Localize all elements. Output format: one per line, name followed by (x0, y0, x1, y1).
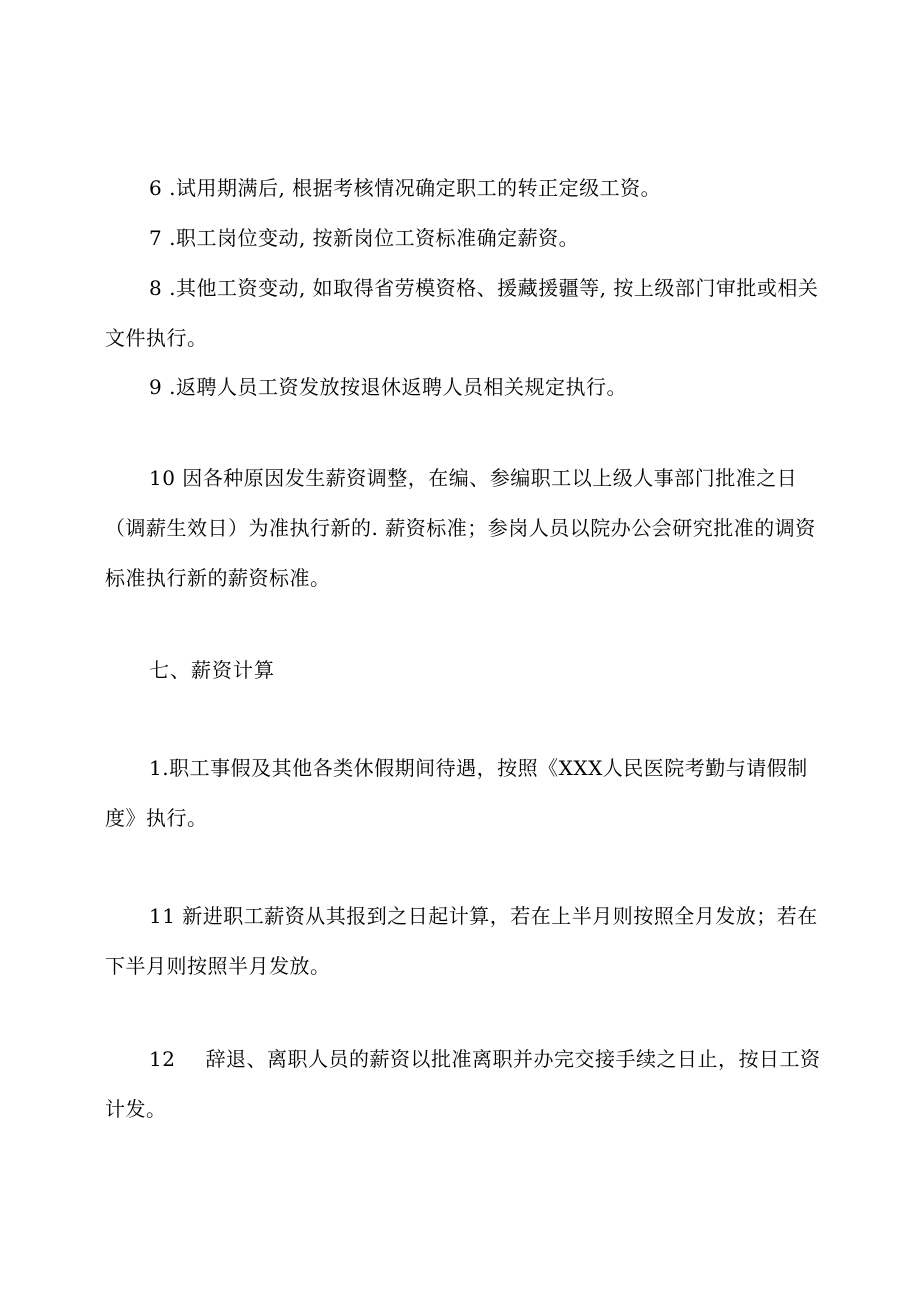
section-heading: 七、薪资计算 (149, 658, 275, 682)
item-number: 7 (149, 226, 163, 250)
item-number: 6 (149, 176, 163, 200)
item-number: 11 (149, 904, 176, 928)
paragraph-item-8 (105, 263, 835, 363)
item-text: .其他工资变动, 如取得省劳模资格、援藏援疆等, 按上级部门审批或相关文件执行。 (105, 276, 819, 350)
item-text: .试用期满后, 根据考核情况确定职工的转正定级工资。 (162, 176, 662, 200)
paragraph-item-9 (105, 362, 835, 412)
item-number: 1. (149, 756, 170, 780)
item-text: .职工岗位变动, 按新岗位工资标准确定薪资。 (162, 226, 580, 250)
paragraph-item-10 (105, 453, 835, 603)
paragraph-section-item-11 (105, 891, 835, 991)
item-number: 9 (149, 375, 163, 399)
item-number: 12 (149, 1047, 176, 1071)
item-number: 10 (149, 466, 176, 490)
item-number: 8 (149, 276, 163, 300)
paragraph-section-item-1 (105, 743, 835, 843)
item-text: .返聘人员工资发放按退休返聘人员相关规定执行。 (162, 375, 627, 399)
item-text: 因各种原因发生薪资调整，在编、参编职工以上级人事部门批准之日（调薪生效日）为准执行新的. 薪资标准；参岗人员以院办公会研究批准的调资标准执行新的薪资标准。 (105, 466, 816, 590)
item-text: 职工事假及其他各类休假期间待遇，按照《XXX人民医院考勤与请假制度》执行。 (105, 756, 808, 830)
paragraph-item-6 (105, 163, 835, 213)
item-text: 辞退、离职人员的薪资以批准离职并办完交接手续之日止，按日工资计发。 (105, 1047, 821, 1121)
paragraph-section-item-12 (105, 1034, 835, 1134)
paragraph-item-7 (105, 213, 835, 263)
item-text: 新进职工薪资从其报到之日起计算，若在上半月则按照全月发放；若在下半月则按照半月发放。 (105, 904, 818, 978)
